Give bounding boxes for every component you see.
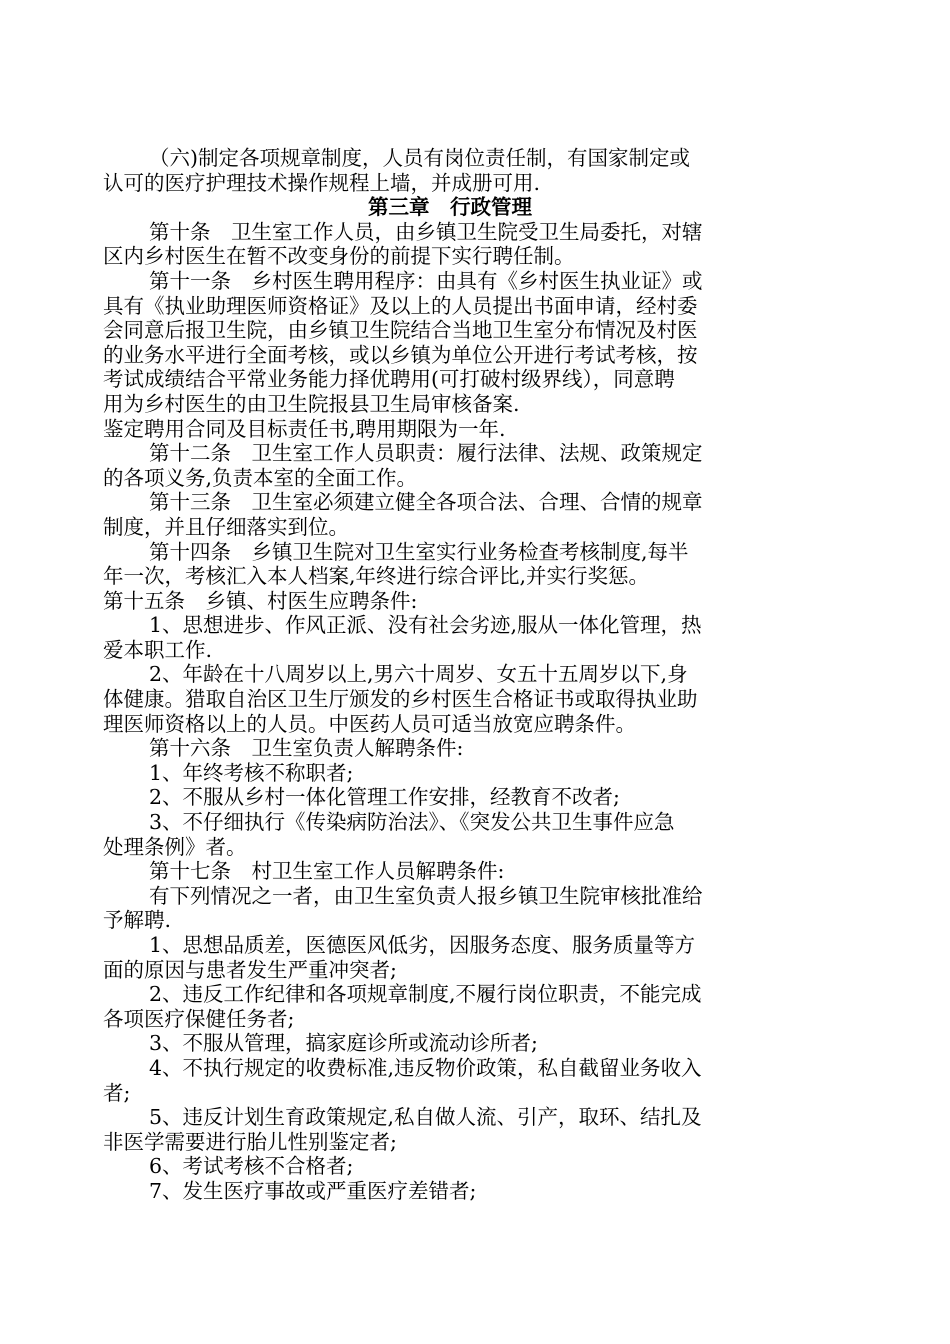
text-line: 2、不服从乡村一体化管理工作安排，经教育不改者; <box>149 785 620 810</box>
text-line: 者; <box>103 1080 131 1105</box>
text-line: 7、发生医疗事故或严重医疗差错者; <box>149 1178 477 1203</box>
document-body <box>103 146 797 1204</box>
text-line: 鉴定聘用合同及目标责任书,聘用期限为一年. <box>103 416 506 441</box>
text-line: 非医学需要进行胎儿性别鉴定者; <box>103 1129 397 1154</box>
text-line: 4、不执行规定的收费标准,违反物价政策，私自截留业务收入 <box>149 1055 702 1080</box>
text-line: 会同意后报卫生院，由乡镇卫生院结合当地卫生室分布情况及村医 <box>103 318 698 343</box>
text-line: 理医师资格以上的人员。中医药人员可适当放宽应聘条件。 <box>103 711 636 736</box>
text-line: 第十三条 卫生室必须建立健全各项合法、合理、合情的规章 <box>149 490 703 515</box>
text-line: 第十一条 乡村医生聘用程序：由具有《乡村医生执业证》或 <box>149 268 703 293</box>
text-line: 第十七条 村卫生室工作人员解聘条件: <box>149 859 505 884</box>
text-line: 予解聘. <box>103 908 172 933</box>
text-line: 2、违反工作纪律和各项规章制度,不履行岗位职责，不能完成 <box>149 982 702 1007</box>
text-line: （六)制定各项规章制度，人员有岗位责任制，有国家制定或 <box>149 146 690 170</box>
text-line: 的业务水平进行全面考核，或以乡镇为单位公开进行考试考核，按 <box>103 342 698 367</box>
text-line: 的各项义务,负责本室的全面工作。 <box>103 465 418 490</box>
text-line: 2、年龄在十八周岁以上,男六十周岁、女五十五周岁以下,身 <box>149 662 688 687</box>
text-line: 认可的医疗护理技术操作规程上墙，并成册可用. <box>103 170 541 195</box>
text-line: 有下列情况之一者，由卫生室负责人报乡镇卫生院审核批准给 <box>149 883 703 908</box>
text-line: 第十四条 乡镇卫生院对卫生室实行业务检查考核制度,每半 <box>149 539 689 564</box>
text-line: 1、年终考核不称职者; <box>149 760 354 785</box>
text-line: 面的原因与患者发生严重冲突者; <box>103 957 397 982</box>
text-line: 用为乡村医生的由卫生院报县卫生局审核备案. <box>103 391 520 416</box>
text-line: 第十二条 卫生室工作人员职责：履行法律、法规、政策规定 <box>149 441 703 466</box>
text-line: 年一次，考核汇入本人档案,年终进行综合评比,并实行奖惩。 <box>103 564 650 589</box>
text-line: 区内乡村医生在暂不改变身份的前提下实行聘任制。 <box>103 244 575 269</box>
text-line: 考试成绩结合平常业务能力择优聘用(可打破村级界线），同意聘 <box>103 367 675 392</box>
text-line: 第十六条 卫生室负责人解聘条件: <box>149 736 464 761</box>
text-line: 爱本职工作. <box>103 637 213 662</box>
document-page <box>103 146 797 1204</box>
text-line: 3、不仔细执行《传染病防治法》、《突发公共卫生事件应急 <box>149 810 675 835</box>
text-line: 第十五条 乡镇、村医生应聘条件: <box>103 588 418 613</box>
text-line: 体健康。猎取自治区卫生厅颁发的乡村医生合格证书或取得执业助 <box>103 687 698 712</box>
text-line: 各项医疗保健任务者; <box>103 1006 295 1031</box>
text-line: 6、考试考核不合格者; <box>149 1154 354 1179</box>
text-line: 具有《执业助理医师资格证》及以上的人员提出书面申请，经村委 <box>103 293 698 318</box>
text-line: 5、违反计划生育政策规定,私自做人流、引产，取环、结扎及 <box>149 1105 702 1130</box>
chapter-heading: 第三章 行政管理 <box>368 195 532 220</box>
text-line: 制度，并且仔细落实到位。 <box>103 514 349 539</box>
text-line: 处理条例》者。 <box>103 834 247 859</box>
text-line: 1、思想品质差，医德医风低劣，因服务态度、服务质量等方 <box>149 933 696 957</box>
text-line: 3、不服从管理，搞家庭诊所或流动诊所者; <box>149 1031 538 1056</box>
text-line: 第十条 卫生室工作人员，由乡镇卫生院受卫生局委托，对辖 <box>149 219 703 244</box>
text-line: 1、思想进步、作风正派、没有社会劣迹,服从一体化管理，热 <box>149 613 702 638</box>
